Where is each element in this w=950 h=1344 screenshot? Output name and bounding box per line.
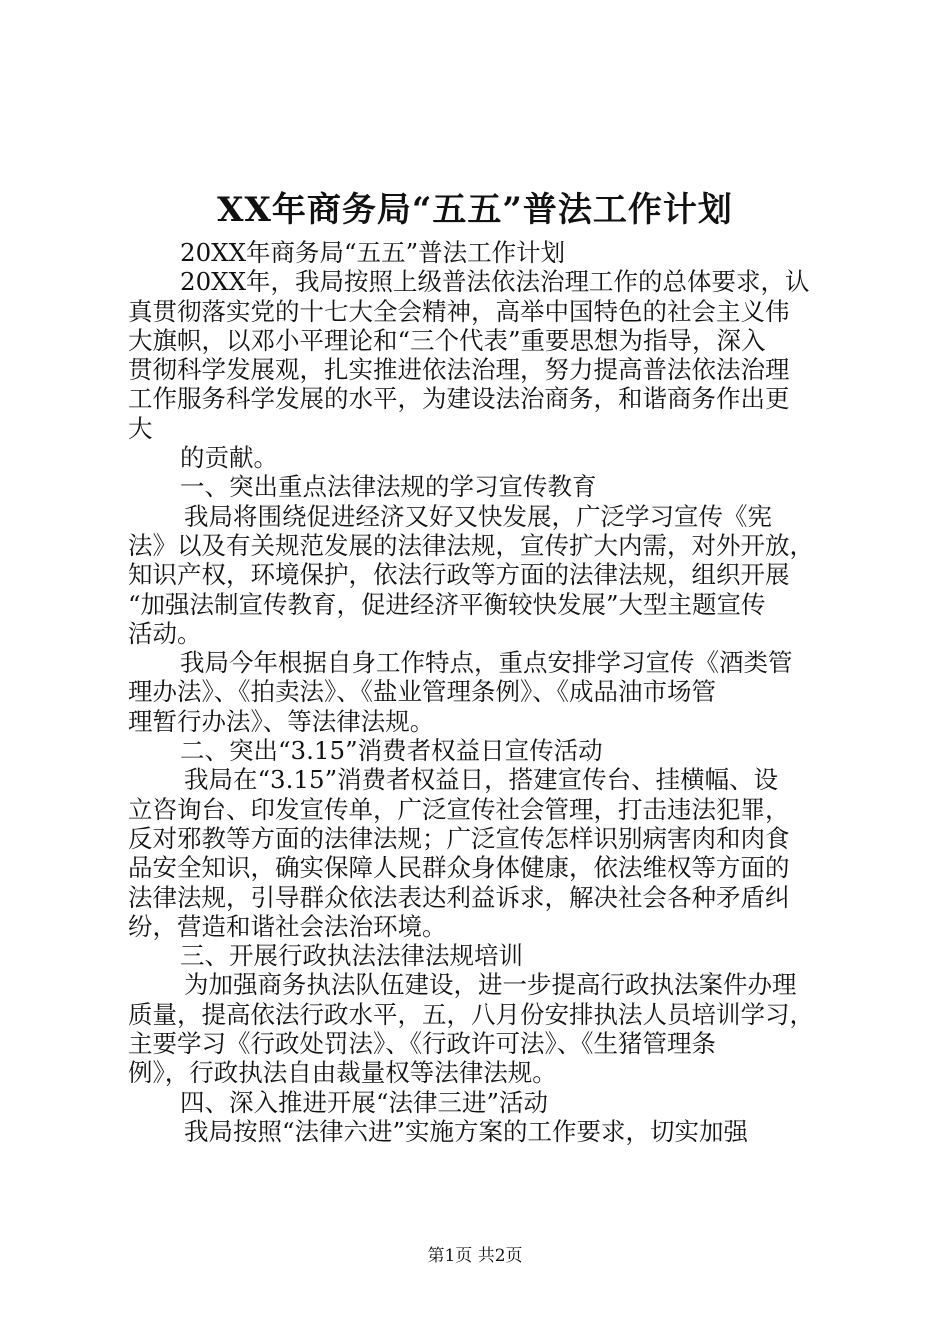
- text-line: 活动。: [128, 618, 202, 648]
- text-line: 工作服务科学发展的水平，为建设法治商务，和谐商务作出更: [128, 384, 790, 414]
- text-line: 为加强商务执法队伍建设，进一步提高行政执法案件办理: [184, 970, 797, 1000]
- text-line: 三、开展行政执法法律法规培训: [180, 941, 523, 971]
- text-line: 品安全知识，确实保障人民群众身体健康，依法维权等方面的: [128, 853, 790, 883]
- text-line: 我局在“3.15”消费者权益日，搭建宣传台、挂横幅、设: [184, 765, 779, 795]
- text-line: 纷，营造和谐社会法治环境。: [128, 911, 447, 941]
- document-body: [128, 238, 832, 1146]
- text-line: 20XX年，我局按照上级普法依法治理工作的总体要求，认: [180, 267, 810, 297]
- text-line: 大旗帜，以邓小平理论和“三个代表”重要思想为指导，深入: [128, 325, 766, 355]
- text-line: 立咨询台、印发宣传单，广泛宣传社会管理，打击违法犯罪，: [128, 794, 790, 824]
- text-line: 法》以及有关规范发展的法律法规，宣传扩大内需，对外开放，: [128, 530, 814, 560]
- text-line: 主要学习《行政处罚法》、《行政许可法》、《生猪管理条: [128, 1029, 716, 1059]
- text-line: 大: [128, 413, 153, 443]
- text-line: 反对邪教等方面的法律法规；广泛宣传怎样识别病害肉和肉食: [128, 823, 790, 853]
- text-line: 四、深入推进开展“法律三进”活动: [180, 1087, 549, 1117]
- text-line: 20XX年商务局“五五”普法工作计划: [180, 238, 566, 267]
- text-line: 我局今年根据自身工作特点，重点安排学习宣传《酒类管: [180, 648, 793, 678]
- text-line: 知识产权，环境保护，依法行政等方面的法律法规，组织开展: [128, 560, 790, 590]
- text-line: 法律法规，引导群众依法表达利益诉求，解决社会各种矛盾纠: [128, 882, 790, 912]
- page-footer: 第1页 共2页: [427, 1246, 523, 1266]
- text-line: 一、突出重点法律法规的学习宣传教育: [180, 472, 597, 502]
- text-line: 质量，提高依法行政水平，五，八月份安排执法人员培训学习，: [128, 999, 814, 1029]
- text-line: 理暂行办法》、等法律法规。: [128, 706, 435, 736]
- text-line: 贯彻科学发展观，扎实推进依法治理，努力提高普法依法治理: [128, 355, 790, 385]
- text-line: 我局按照“法律六进”实施方案的工作要求，切实加强: [184, 1116, 749, 1146]
- document-title: XX年商务局“五五”普法工作计划: [217, 190, 733, 230]
- text-line: 二、突出“3.15”消费者权益日宣传活动: [180, 736, 603, 766]
- text-line: 我局将围绕促进经济又好又快发展，广泛学习宣传《宪: [184, 501, 772, 531]
- text-line: 理办法》、《拍卖法》、《盐业管理条例》、《成品油市场管: [128, 677, 716, 707]
- text-line: 的贡献。: [180, 443, 278, 473]
- text-line: 真贯彻落实党的十七大全会精神，高举中国特色的社会主义伟: [128, 296, 790, 326]
- text-line: “加强法制宣传教育，促进经济平衡较快发展”大型主题宣传: [128, 589, 766, 619]
- text-line: 例》，行政执法自由裁量权等法律法规。: [128, 1058, 557, 1088]
